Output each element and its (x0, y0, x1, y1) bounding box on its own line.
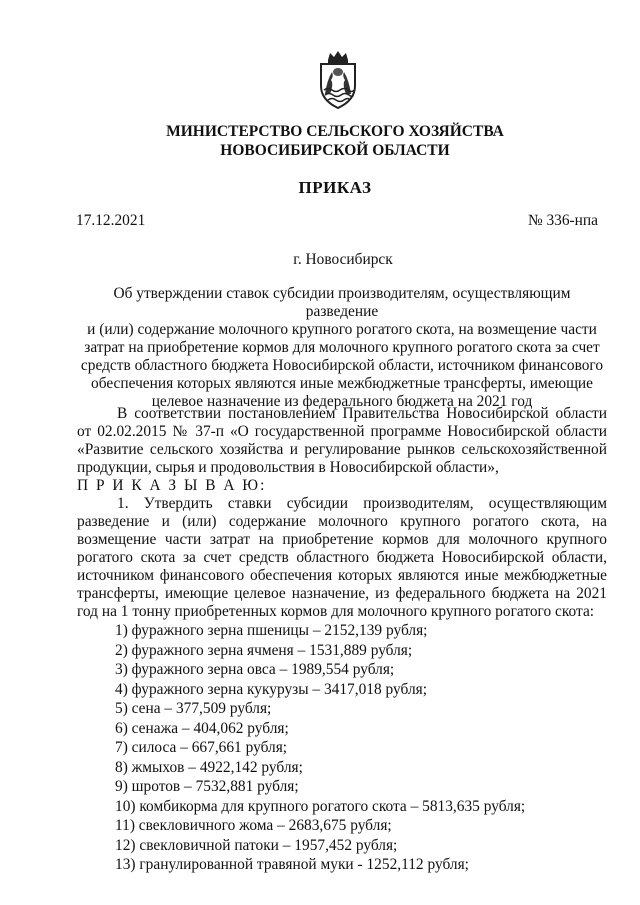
ministry-name (0, 122, 640, 160)
city-label: г. Новосибирск (293, 251, 393, 268)
subject-line: затрат на приобретение кормов для молочного крупного рогатого скота за счет (84, 339, 600, 356)
list-item: 1) фуражного зерна пшеницы – 2152,139 рубля; (115, 622, 428, 639)
list-item: 11) свекловичного жома – 2683,675 рубля; (115, 817, 392, 834)
subject-line: целевое назначение из федерального бюджета на 2021 год (151, 393, 533, 410)
ministry-line-1: МИНИСТЕРСТВО СЕЛЬСКОГО ХОЗЯЙСТВА (166, 123, 504, 140)
list-item: 10) комбикорма для крупного рогатого скота – 5813,635 рубля; (115, 797, 526, 815)
list-item: 8) жмыхов – 4922,142 рубля; (115, 758, 303, 776)
clause-1-paragraph: 1. Утвердить ставки субсидии производителям, осуществляющим разведение и (или) содержание молочного крупного рогатого скота, на возмещение части затрат на приобретение кормов для молочного крупного рогатого скота за счет средств областного бюджета Новосибирской области, источником финансового обеспечения которых являются иные межбюджетные трансферты, имеющие целевое назначение, из федерального бюджета на 2021 год на 1 тонну приобретенных кормов для молочного крупного рогатого скота: (77, 495, 607, 620)
document-type-label: ПРИКАЗ (298, 178, 372, 197)
list-item: 9) шротов – 7532,881 рубля; (115, 778, 299, 795)
list-item: 4) фуражного зерна кукурузы – 3417,018 рубля; (115, 680, 427, 698)
preamble-paragraph: В соответствии постановлением Правительства Новосибирской области от 02.02.2015 № 37-п «О государственной программе Новосибирской области «Развитие сельского хозяйства и регулирование рынков сельскохозяйственной продукции, сырья и продовольствия в Новосибирской области», (77, 405, 607, 476)
list-item: 7) силоса – 667,661 рубля; (115, 739, 288, 756)
subject-line: Об утверждении ставок субсидии производителям, осуществляющим разведение (113, 285, 571, 320)
subject-line: средств областного бюджета Новосибирской области, источником финансового (80, 357, 604, 374)
list-item: 2) фуражного зерна ячменя – 1531,889 рубля; (115, 641, 413, 659)
list-item: 5) сена – 377,509 рубля; (115, 700, 272, 717)
city-line (0, 251, 640, 269)
document-body (77, 405, 607, 875)
list-item: 13) гранулированной травяной муки - 1252,112 рубля; (115, 856, 469, 873)
list-item: 12) свекловичной патоки – 1957,452 рубля; (115, 836, 398, 854)
document-date: 17.12.2021 (76, 212, 146, 229)
coat-of-arms-icon (314, 50, 362, 110)
document-number: № 336-нпа (527, 212, 598, 229)
list-item: 3) фуражного зерна овса – 1989,554 рубля; (115, 661, 395, 678)
ministry-line-2: НОВОСИБИРСКОЙ ОБЛАСТИ (220, 142, 450, 159)
subject-line: обеспечения которых являются иные межбюджетные трансферты, имеющие (91, 375, 593, 392)
order-word: П Р И К А З Ы В А Ю: (77, 477, 267, 494)
document-subject (80, 285, 604, 411)
document-type (0, 178, 640, 198)
list-item: 6) сенажа – 404,062 рубля; (115, 719, 289, 737)
feed-rate-list (77, 621, 607, 875)
subject-line: и (или) содержание молочного крупного рогатого скота, на возмещение части (87, 321, 597, 338)
